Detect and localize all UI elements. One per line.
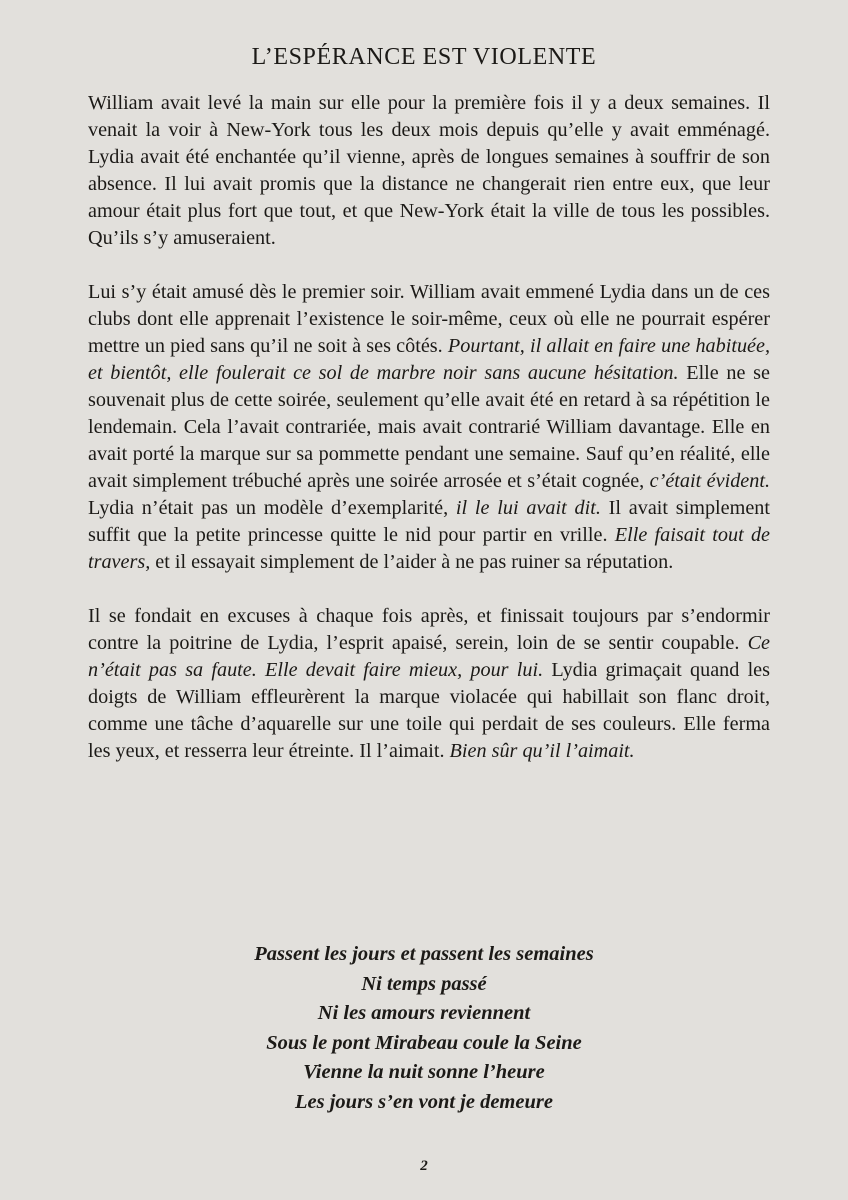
italic-text-run: Elle faisait tout de travers, (88, 524, 770, 573)
body-text (88, 90, 770, 792)
poem-line: Ni les amours reviennent (317, 1002, 531, 1024)
text-run: Lydia n’était pas un modèle d’exemplarité, (88, 497, 456, 519)
text-run: Lui s’y était amusé dès le premier soir. William avait emmené Lydia dans un de ces clubs dont elle apprenait l’existence le soir-même, ceux où elle ne pourrait espérer mettre un pied sans qu’il ne soit à ses côtés. (88, 281, 770, 357)
poem-line: Vienne la nuit sonne l’heure (303, 1061, 545, 1083)
chapter-title: L’ESPÉRANCE EST VIOLENTE (251, 44, 597, 70)
italic-text-run: il le lui avait dit. (455, 497, 601, 519)
paragraph (88, 603, 770, 765)
italic-text-run: Bien sûr qu’il l’aimait. (449, 740, 635, 762)
poem-line: Les jours s’en vont je demeure (295, 1090, 553, 1113)
poem-stanza (0, 940, 848, 1117)
text-run: Il avait simplement suffit que la petite princesse quitte le nid pour partir en vrille. (88, 497, 770, 546)
text-run: Il se fondait en excuses à chaque fois après, et finissait toujours par s’endormir contre la poitrine de Lydia, l’esprit apaisé, serein, loin de se sentir coupable. (88, 605, 770, 654)
text-run: Lydia grimaçait quand les doigts de William effleurèrent la marque violacée qui habillait son flanc droit, comme une tâche d’aquarelle sur une toile qui perdait de ses couleurs. Elle ferma les yeux, et resserra leur étreinte. Il l’aimait. (88, 659, 770, 762)
poem-line: Passent les jours et passent les semaines (254, 943, 594, 965)
text-run: Elle ne se souvenait plus de cette soirée, seulement qu’elle avait été en retard à sa répétition le lendemain. Cela l’avait contrariée, mais avait contrarié William davantage. Elle en avait porté la marque sur sa pommette pendant une semaine. Sauf qu’en réalité, elle avait simplement trébuché après une soirée arrosée et s’était cognée, (88, 362, 770, 492)
italic-text-run: Pourtant, il allait en faire une habituée, et bientôt, elle foulerait ce sol de marbre noir sans aucune hésitation. (88, 335, 771, 384)
text-run: et il essayait simplement de l’aider à ne pas ruiner sa réputation. (150, 551, 674, 573)
paragraph (88, 90, 770, 252)
text-run: William avait levé la main sur elle pour la première fois il y a deux semaines. Il venait la voir à New-York tous les deux mois depuis qu’elle y avait emménagé. Lydia avait été enchantée qu’il vienne, après de longues semaines à souffrir de son absence. Il lui avait promis que la distance ne changerait rien entre eux, que leur amour était plus fort que tout, et que New-York était la ville de tous les possibles. Qu’ils s’y amuseraient. (88, 92, 770, 249)
italic-text-run: c’était évident. (649, 470, 770, 492)
poem-line: Sous le pont Mirabeau coule la Seine (266, 1031, 582, 1054)
italic-text-run: Ce n’était pas sa faute. Elle devait faire mieux, pour lui. (88, 632, 770, 681)
paragraph (88, 279, 770, 576)
poem-line: Ni temps passé (361, 972, 487, 995)
page-number: 2 (420, 1158, 428, 1174)
